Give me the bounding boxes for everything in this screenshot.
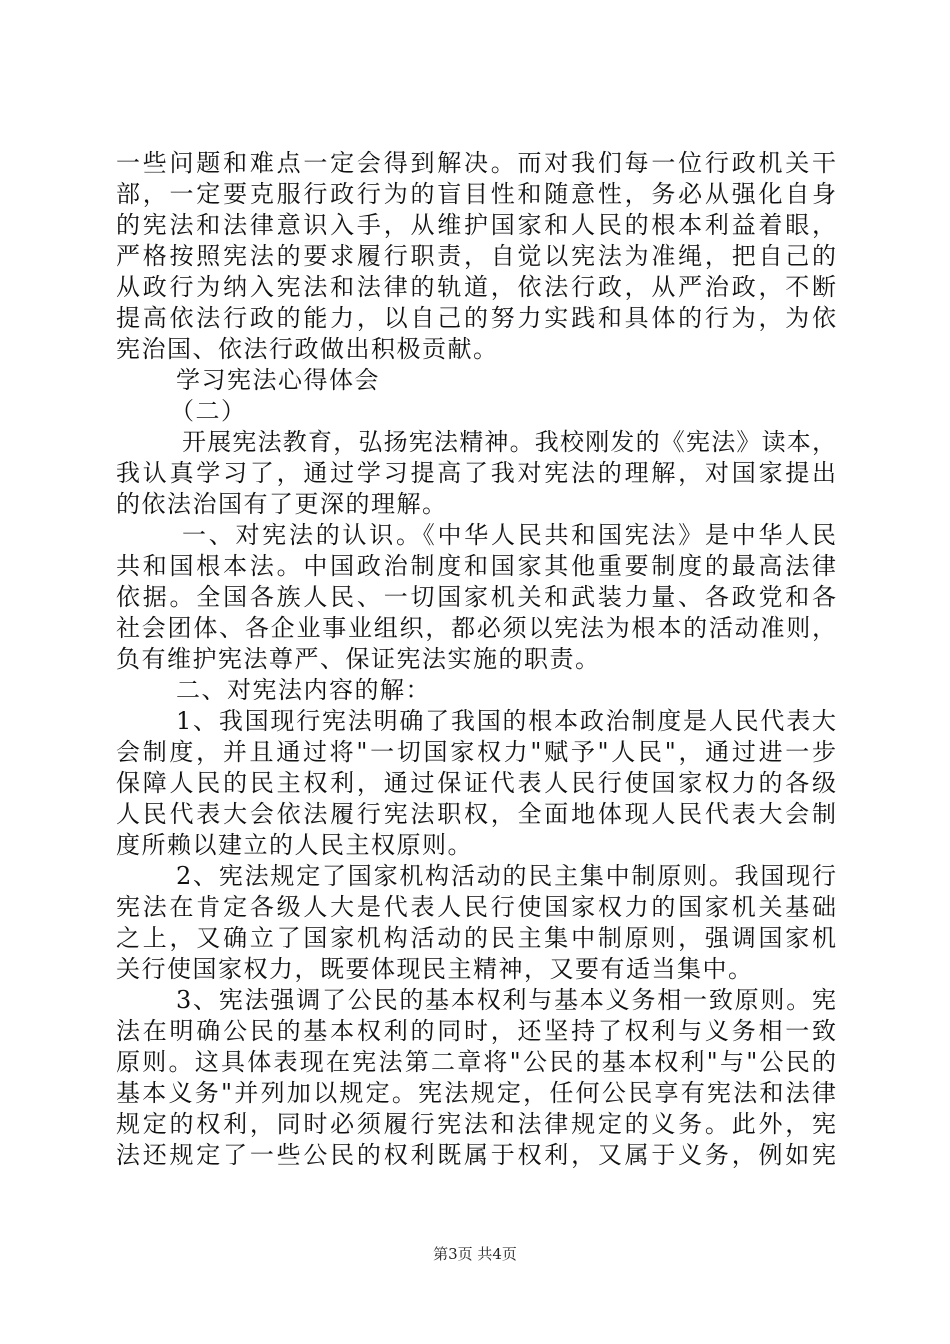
text-line: 保障人民的民主权利，通过保证代表人民行使国家权力的各级: [116, 769, 836, 797]
text-line: 人民代表大会依法履行宪法职权，全面地体现人民代表大会制: [116, 800, 836, 828]
text-line: 法在明确公民的基本权利的同时，还坚持了权利与义务相一致: [116, 1017, 836, 1045]
text-line: 负有维护宪法尊严、保证宪法实施的职责。: [116, 645, 601, 673]
document-body: [116, 148, 836, 1171]
text-line: 一、对宪法的认识。《中华人民共和国宪法》是中华人民: [182, 521, 836, 549]
text-line: 原则。这具体表现在宪法第二章将"公民的基本权利"与"公民的: [116, 1048, 836, 1076]
text-line: 之上，又确立了国家机构活动的民主集中制原则，强调国家机: [116, 924, 836, 952]
text-line: 共和国根本法。中国政治制度和国家其他重要制度的最高法律: [116, 552, 836, 580]
text-line: 法还规定了一些公民的权利既属于权利，又属于义务，例如宪: [116, 1141, 836, 1169]
text-line: 度所赖以建立的人民主权原则。: [116, 831, 473, 859]
text-line: 1、我国现行宪法明确了我国的根本政治制度是人民代表大: [176, 707, 836, 735]
text-line: 2、宪法规定了国家机构活动的民主集中制原则。我国现行: [176, 862, 836, 890]
text-line: 一些问题和难点一定会得到解决。而对我们每一位行政机关干: [116, 149, 836, 177]
text-line: 二、对宪法内容的解：: [176, 676, 431, 704]
text-line: 宪法在肯定各级人大是代表人民行使国家权力的国家机关基础: [116, 893, 836, 921]
text-line: 3、宪法强调了公民的基本权利与基本义务相一致原则。宪: [176, 986, 836, 1014]
text-line: 学习宪法心得体会: [176, 366, 380, 394]
text-line: 会制度，并且通过将"一切国家权力"赋予"人民"，通过进一步: [116, 738, 836, 766]
text-line: 提高依法行政的能力，以自己的努力实践和具体的行为，为依: [116, 304, 836, 332]
text-line: 社会团体、各企业事业组织，都必须以宪法为根本的活动准则，: [116, 614, 836, 642]
text-line: 从政行为纳入宪法和法律的轨道，依法行政，从严治政，不断: [116, 273, 836, 301]
text-line: 规定的权利，同时必须履行宪法和法律规定的义务。此外，宪: [116, 1110, 836, 1138]
text-line: 依据。全国各族人民、一切国家机关和武装力量、各政党和各: [116, 583, 836, 611]
text-line: 的宪法和法律意识入手，从维护国家和人民的根本利益着眼，: [116, 211, 836, 239]
text-line: 关行使国家权力，既要体现民主精神，又要有适当集中。: [116, 955, 754, 983]
text-line: 宪治国、依法行政做出积极贡献。: [116, 335, 499, 363]
text-line: 的依法治国有了更深的理解。: [116, 490, 448, 518]
text-line: 严格按照宪法的要求履行职责，自觉以宪法为准绳，把自己的: [116, 242, 836, 270]
text-line: 部，一定要克服行政行为的盲目性和随意性，务必从强化自身: [116, 180, 836, 208]
text-line: （二）: [170, 397, 247, 425]
text-line: 开展宪法教育，弘扬宪法精神。我校刚发的《宪法》读本，: [182, 428, 836, 456]
text-line: 我认真学习了，通过学习提高了我对宪法的理解，对国家提出: [116, 459, 836, 487]
page-footer: 第3页 共4页: [433, 1245, 517, 1263]
text-line: 基本义务"并列加以规定。宪法规定，任何公民享有宪法和法律: [116, 1079, 836, 1107]
